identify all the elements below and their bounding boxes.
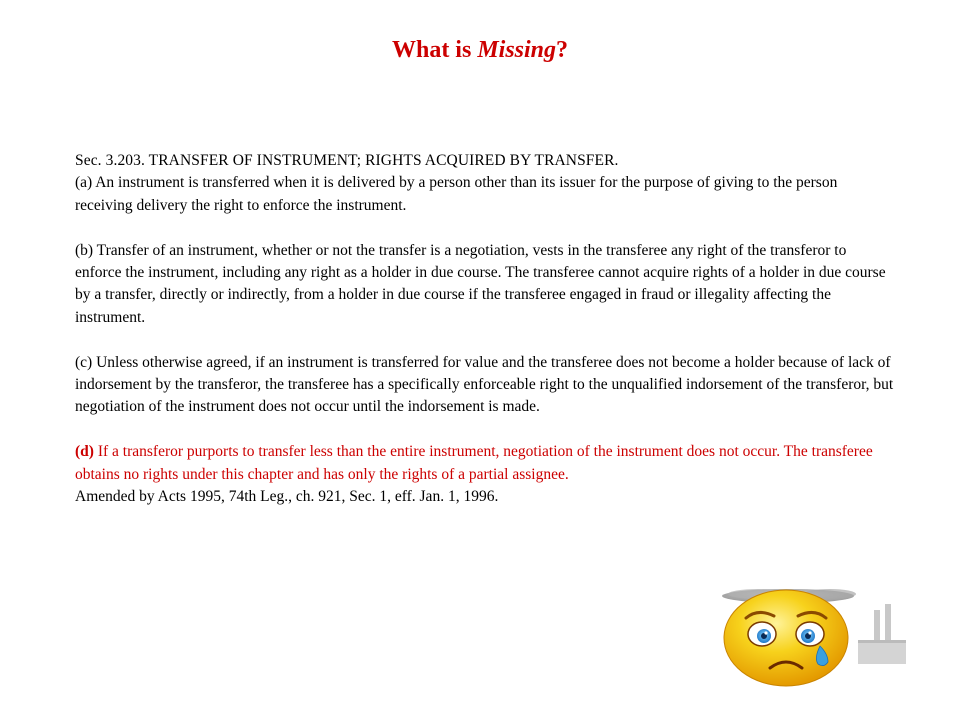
subsection-a: (a) An instrument is transferred when it is delivered by a person other than its issuer for the purpose of giving to the person receiving delivery the right to enforce the instrument. [75,174,838,214]
factory-icon [858,604,906,664]
paragraph-gap [75,217,895,239]
title-trail: ? [556,37,569,63]
crying-face-icon [718,582,910,694]
section-heading: Sec. 3.203. TRANSFER OF INSTRUMENT; RIGHTS ACQUIRED BY TRANSFER. [75,152,619,169]
subsection-c: (c) Unless otherwise agreed, if an instrument is transferred for value and the transferee does not become a holder because of lack of indorsement by the transferor, the transferee has a specifically enforceable right to the unqualified indorsement of the transferor, but negotiation of the instrument does not occur until the indorsement is made. [75,353,894,416]
paragraph-gap [75,329,895,351]
title-emphasis: Missing [477,37,557,63]
statute-text [75,150,895,508]
subsection-d [75,441,895,486]
subsection-d-text: If a transferor purports to transfer less than the entire instrument, negotiation of the instrument does not occur. The transferee obtains no rights under this chapter and has only the rights of a partial assignee. [75,443,873,483]
subsection-d-label: (d) [75,443,94,461]
title-lead: What is [391,37,478,63]
amendment-note: Amended by Acts 1995, 74th Leg., ch. 921, Sec. 1, eff. Jan. 1, 1996. [75,488,499,506]
slide-title [0,36,960,65]
paragraph-gap [75,419,895,441]
subsection-b: (b) Transfer of an instrument, whether or not the transfer is a negotiation, vests in the transferee any right of the transferor to enforce the instrument, including any right as a holder in due course. The transferee cannot acquire rights of a holder in due course by a transfer, directly or indirectly, from a holder in due course if the transferee engaged in fraud or illegality affecting the instrument. [75,241,886,326]
